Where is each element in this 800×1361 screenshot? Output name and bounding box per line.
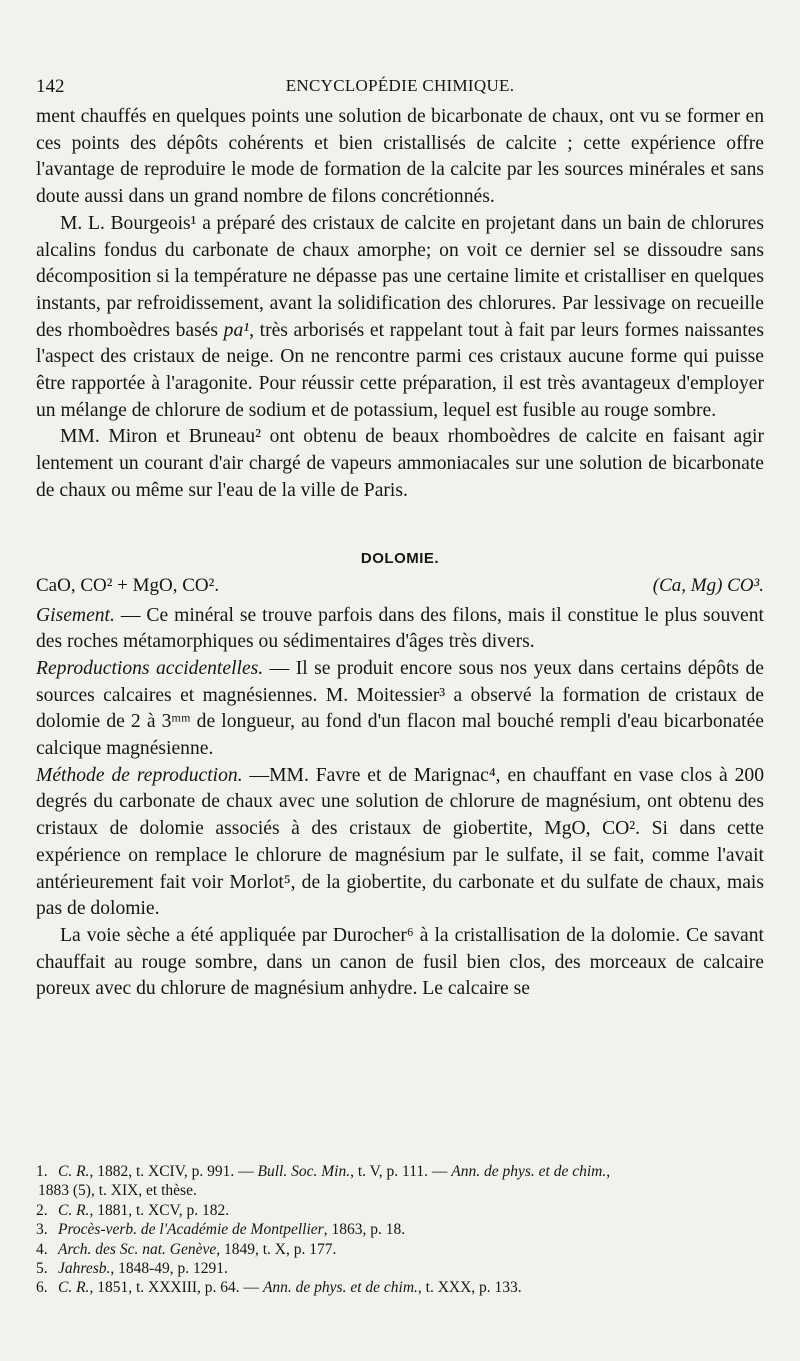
page-header <box>36 72 764 102</box>
footnote-2: 2. C. R., 1881, t. XCV, p. 182. <box>36 1201 230 1219</box>
running-title: ENCYCLOPÉDIE CHIMIQUE. <box>285 76 515 95</box>
paragraph-bourgeois <box>36 211 764 425</box>
paragraph-calcite-sources: ment chauffés en quelques points une solution de bicarbonate de chaux, ont vu se former en ces points des dépôts cohérents et bien cristallisés de calcite ; cette expérience offre l'avantage de reproduire le mode de formation de la calcite par les sources minérales et sans doute aussi dans un grand nombre de filons concrétionnés. <box>36 106 764 208</box>
footnote-3: 3. Procès-verb. de l'Académie de Montpellier, 1863, p. 18. <box>36 1221 406 1239</box>
formula-oxides: CaO, CO² + MgO, CO². <box>36 574 220 596</box>
page-number: 142 <box>36 76 65 97</box>
footnote-6: 6. C. R., 1851, t. XXXIII, p. 64. — Ann. de phys. et de chim., t. XXX, p. 133. <box>36 1279 522 1297</box>
paragraph-reproductions <box>36 656 764 763</box>
paragraph-bourgeois-part-a: M. L. Bourgeois¹ a préparé des cristaux de calcite en projetant dans un bain de chlorures alcalins fondus du carbonate de chaux amorphe; on voit ce dernier sel se dissoudre sans décomposition si la température ne dépasse pas une certaine limite et cristalliser en quelques instants, par refroidissement, avant la solidification des chlorures. Par lessivage on recueille des rhomboèdres basés <box>36 212 764 341</box>
footnote-4: 4. Arch. des Sc. nat. Genève, 1849, t. X, p. 177. <box>36 1240 337 1258</box>
body-text <box>36 104 764 1003</box>
paragraph-methode <box>36 763 764 923</box>
reproductions-text: — Il se produit encore sous nos yeux dans certains dépôts de sources calcaires et magnésiennes. M. Moitessier³ a observé la formation de cristaux de dolomie de 2 à 3ᵐᵐ de longueur, au fond d'un flacon mal bouché rempli d'eau bicarbonatée calcique magnésienne. <box>36 657 764 760</box>
methode-heading: Méthode de reproduction. <box>36 764 243 786</box>
reproductions-heading: Reproductions accidentelles. <box>36 657 264 679</box>
crystal-face-symbol: pa¹ <box>223 319 250 341</box>
paragraph-miron-bruneau: MM. Miron et Bruneau² ont obtenu de beaux rhomboèdres de calcite en faisant agir lentement un courant d'air chargé de vapeurs ammoniacales sur une solution de bicarbonate de chaux ou même sur l'eau de la ville de Paris. <box>36 426 764 501</box>
paragraph-voie-seche: La voie sèche a été appliquée par Durocher⁶ à la cristallisation de la dolomie. Ce savant chauffait au rouge sombre, dans un canon de fusil bien clos, des morceaux de calcaire poreux avec du chlorure de magnésium anhydre. Le calcaire se <box>36 924 764 1000</box>
formula-carbonate: (Ca, Mg) CO³. <box>652 574 764 596</box>
gisement-heading: Gisement. <box>36 604 115 626</box>
paragraph-gisement <box>36 603 764 656</box>
section-title: DOLOMIE. <box>360 549 440 567</box>
footnotes <box>36 1162 764 1298</box>
gisement-text: — Ce minéral se trouve parfois dans des filons, mais il constitue le plus souvent des roches métamorphiques ou sédimentaires d'âges très divers. <box>36 604 764 653</box>
paragraph-bourgeois-part-b: , très arborisés et rappelant tout à fait par leurs formes naissantes l'aspect des cristaux de neige. On ne rencontre parmi ces cristaux aucune forme qui puisse être rapportée à l'aragonite. Pour réussir cette préparation, il est très avantageux d'employer un mélange de chlorure de sodium et de potassium, lequel est fusible au rouge sombre. <box>36 319 764 421</box>
footnote-1: 1. C. R., 1882, t. XCIV, p. 991. — Bull. Soc. Min., t. V, p. 111. — Ann. de phys. et de chim., <box>36 1163 611 1180</box>
formula-row <box>36 573 764 603</box>
methode-text: —MM. Favre et de Marignac⁴, en chauffant en vase clos à 200 degrés du carbonate de chaux avec une solution de chlorure de magnésium, ont obtenu des cristaux de dolomie associés à des cristaux de giobertite, MgO, CO². Si dans cette expérience on remplace le chlorure de magnésium par le sulfate, il se fait, comme l'avait antérieurement fait voir Morlot⁵, de la giobertite, du carbonate et du sulfate de chaux, mais pas de dolomie. <box>36 764 764 920</box>
footnote-1-continuation: 1883 (5), t. XIX, et thèse. <box>38 1182 197 1200</box>
footnote-5: 5. Jahresb., 1848-49, p. 1291. <box>36 1260 228 1278</box>
